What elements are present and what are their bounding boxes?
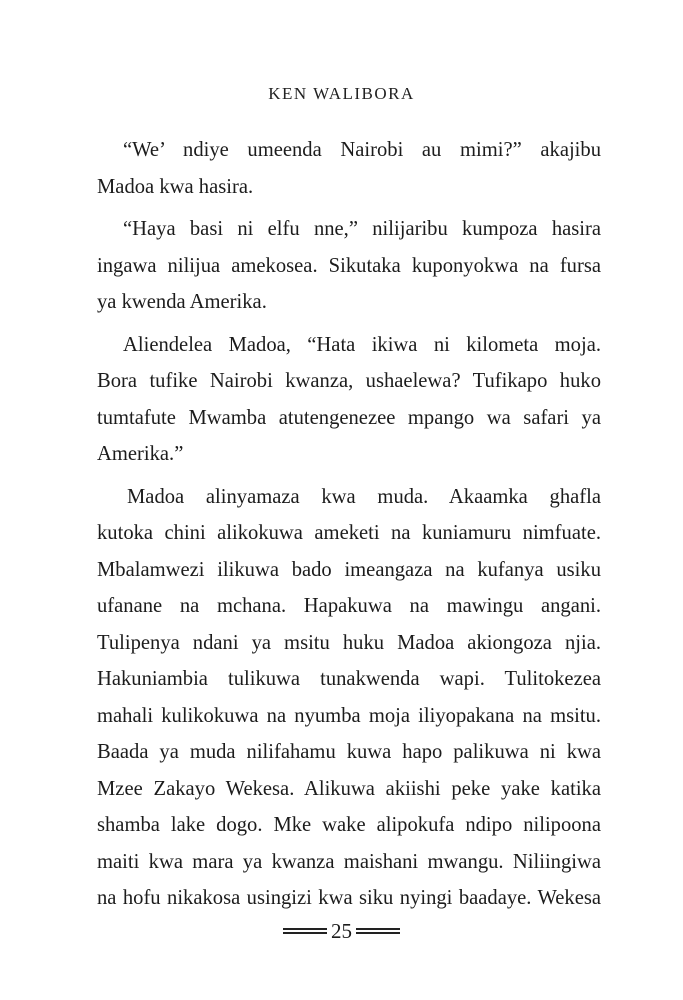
text-line: Bora tufike Nairobi kwanza, ushaelewa? Tufikapo huko: [97, 370, 601, 392]
text-line: maiti kwa mara ya kwanza maishani mwangu. Niliingiwa: [97, 850, 601, 873]
paragraph: [97, 327, 601, 473]
text-line: kutoka chini alikokuwa ameketi na kuniamuru nimfuate.: [97, 522, 601, 544]
text-line: Madoa alinyamaza kwa muda. Akaamka ghafla: [127, 485, 601, 508]
double-rule-right: [356, 928, 400, 934]
text-line: Madoa kwa hasira.: [97, 175, 254, 198]
text-line: ingawa nilijua amekosea. Sikutaka kuponyokwa na fursa: [97, 254, 601, 277]
text-line: Aliendelea Madoa, “Hata ikiwa ni kilometa moja.: [123, 333, 601, 356]
page-number: 25: [331, 919, 352, 943]
text-line: Baada ya muda nilifahamu kuwa hapo palikuwa ni kwa: [97, 741, 601, 763]
double-rule-left: [283, 928, 327, 934]
text-line: ya kwenda Amerika.: [97, 291, 267, 313]
text-line: mahali kulikokuwa na nyumba moja iliyopakana na msitu.: [97, 704, 601, 727]
text-line: tumtafute Mwamba atutengenezee mpango wa safari ya: [97, 406, 601, 429]
text-line: Tulipenya ndani ya msitu huku Madoa akiongoza njia.: [97, 631, 601, 654]
text-line: “Haya basi ni elfu nne,” nilijaribu kumpoza hasira: [123, 218, 601, 240]
running-head: KEN WALIBORA: [268, 84, 415, 103]
text-line: na hofu nikakosa usingizi kwa siku nyingi baadaye. Wekesa: [97, 887, 601, 909]
text-line: Amerika.”: [97, 443, 184, 465]
text-line: “We’ ndiye umeenda Nairobi au mimi?” akajibu: [123, 139, 601, 161]
text-line: shamba lake dogo. Mke wake alipokufa ndipo nilipoona: [97, 814, 601, 836]
paragraph: [97, 132, 601, 205]
text-line: ufanane na mchana. Hapakuwa na mawingu angani.: [97, 595, 601, 617]
text-line: Hakuniambia tulikuwa tunakwenda wapi. Tulitokezea: [97, 668, 601, 690]
page-number-ornament: [0, 919, 683, 943]
paragraph: [97, 211, 601, 321]
text-line: Mbalamwezi ilikuwa bado imeangaza na kufanya usiku: [97, 558, 601, 581]
text-line: Mzee Zakayo Wekesa. Alikuwa akiishi peke yake katika: [97, 777, 601, 800]
paragraph: [97, 479, 601, 917]
body-text: [97, 132, 601, 917]
